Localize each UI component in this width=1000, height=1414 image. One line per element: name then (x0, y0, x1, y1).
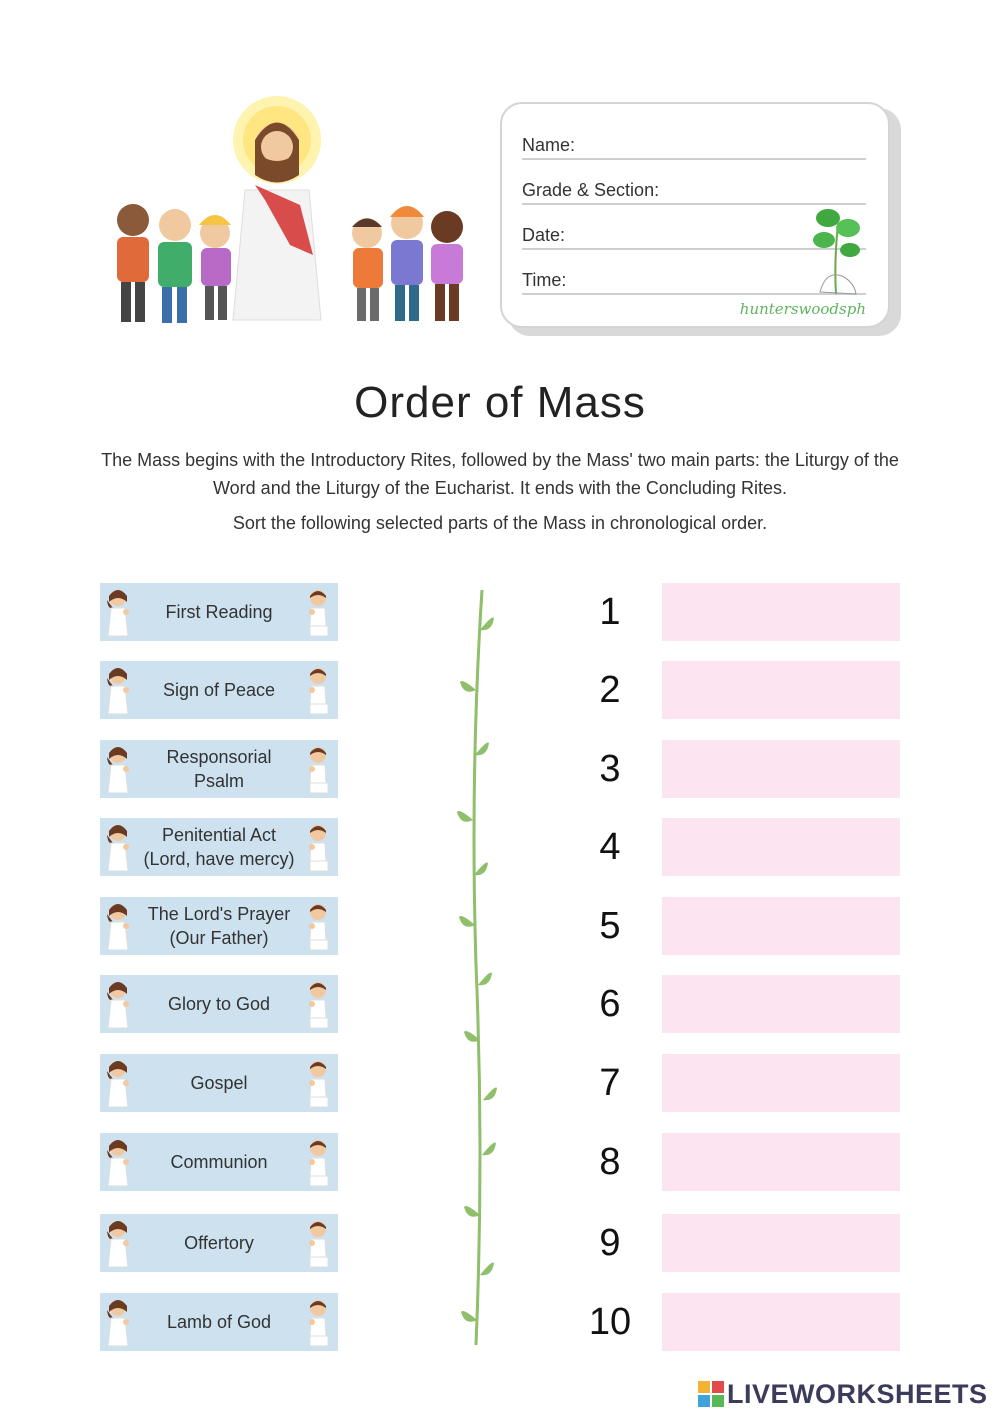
answer-drop-zone[interactable] (662, 975, 900, 1033)
answer-drop-zone[interactable] (662, 583, 900, 641)
slot-number: 7 (599, 1062, 621, 1104)
praying-boy-icon (302, 1057, 334, 1109)
praying-girl-icon (104, 1296, 136, 1348)
praying-boy-icon (302, 664, 334, 716)
mass-part-label: Sign of Peace (162, 680, 276, 700)
grade-section-label: Grade & Section: (522, 180, 660, 200)
mass-part-label: The Lord's Prayer (Our Father) (147, 904, 291, 948)
mass-part-card[interactable] (100, 975, 338, 1033)
answer-drop-zone[interactable] (662, 897, 900, 955)
praying-boy-icon (302, 1217, 334, 1269)
vine-divider (440, 585, 510, 1350)
signature: hunterswoodsph (739, 300, 866, 318)
liveworksheets-brand (698, 1378, 988, 1410)
praying-boy-icon (302, 978, 334, 1030)
intro-text: The Mass begins with the Introductory Rites, followed by the Mass' two main parts: the Liturgy of the Word and the Liturgy of the Eucharist. It ends with the Concluding Rites. (101, 450, 899, 498)
mass-part-card[interactable] (100, 1133, 338, 1191)
praying-girl-icon (104, 586, 136, 638)
grade-section-field[interactable] (522, 175, 866, 205)
liveworksheets-logo-icon (698, 1381, 724, 1407)
mass-part-card[interactable] (100, 818, 338, 876)
mass-part-label: Responsorial Psalm (166, 747, 272, 791)
praying-girl-icon (104, 821, 136, 873)
plant-icon (806, 204, 870, 296)
mass-part-label: Gospel (190, 1073, 248, 1093)
slot-number: 10 (588, 1301, 632, 1343)
page-title: Order of Mass (354, 378, 646, 427)
praying-boy-icon (302, 1136, 334, 1188)
praying-girl-icon (104, 743, 136, 795)
date-label: Date: (522, 225, 566, 245)
brand-text: LIVEWORKSHEETS (727, 1378, 988, 1409)
name-label: Name: (522, 135, 576, 155)
answer-drop-zone[interactable] (662, 818, 900, 876)
mass-part-card[interactable] (100, 897, 338, 955)
instruction-text: Sort the following selected parts of the Mass in chronological order. (232, 513, 768, 533)
mass-part-card[interactable] (100, 1214, 338, 1272)
praying-girl-icon (104, 664, 136, 716)
slot-number: 5 (599, 905, 621, 947)
mass-part-label: Offertory (184, 1233, 254, 1253)
answer-drop-zone[interactable] (662, 1133, 900, 1191)
student-info-card (500, 102, 890, 328)
slot-number: 8 (599, 1141, 621, 1183)
praying-boy-icon (302, 821, 334, 873)
praying-boy-icon (302, 743, 334, 795)
time-label: Time: (522, 270, 567, 290)
slot-number: 4 (599, 826, 621, 868)
mass-part-card[interactable] (100, 1293, 338, 1351)
mass-part-card[interactable] (100, 583, 338, 641)
slot-number: 3 (599, 748, 621, 790)
praying-girl-icon (104, 1057, 136, 1109)
praying-girl-icon (104, 978, 136, 1030)
name-field[interactable] (522, 130, 866, 160)
slot-number: 6 (599, 983, 621, 1025)
slot-number: 9 (599, 1222, 621, 1264)
mass-part-label: First Reading (165, 602, 273, 622)
mass-part-label: Penitential Act (Lord, have mercy) (143, 825, 295, 869)
praying-girl-icon (104, 1136, 136, 1188)
answer-drop-zone[interactable] (662, 1293, 900, 1351)
jesus-with-children-illustration (95, 95, 485, 335)
mass-part-label: Lamb of God (166, 1312, 272, 1332)
praying-boy-icon (302, 1296, 334, 1348)
praying-girl-icon (104, 1217, 136, 1269)
mass-part-card[interactable] (100, 740, 338, 798)
praying-boy-icon (302, 586, 334, 638)
praying-boy-icon (302, 900, 334, 952)
mass-part-label: Glory to God (167, 994, 271, 1014)
answer-drop-zone[interactable] (662, 740, 900, 798)
mass-part-card[interactable] (100, 661, 338, 719)
answer-drop-zone[interactable] (662, 1214, 900, 1272)
slot-number: 2 (599, 669, 621, 711)
answer-drop-zone[interactable] (662, 1054, 900, 1112)
answer-drop-zone[interactable] (662, 661, 900, 719)
mass-part-label: Communion (170, 1152, 268, 1172)
slot-number: 1 (599, 591, 621, 633)
praying-girl-icon (104, 900, 136, 952)
mass-part-card[interactable] (100, 1054, 338, 1112)
